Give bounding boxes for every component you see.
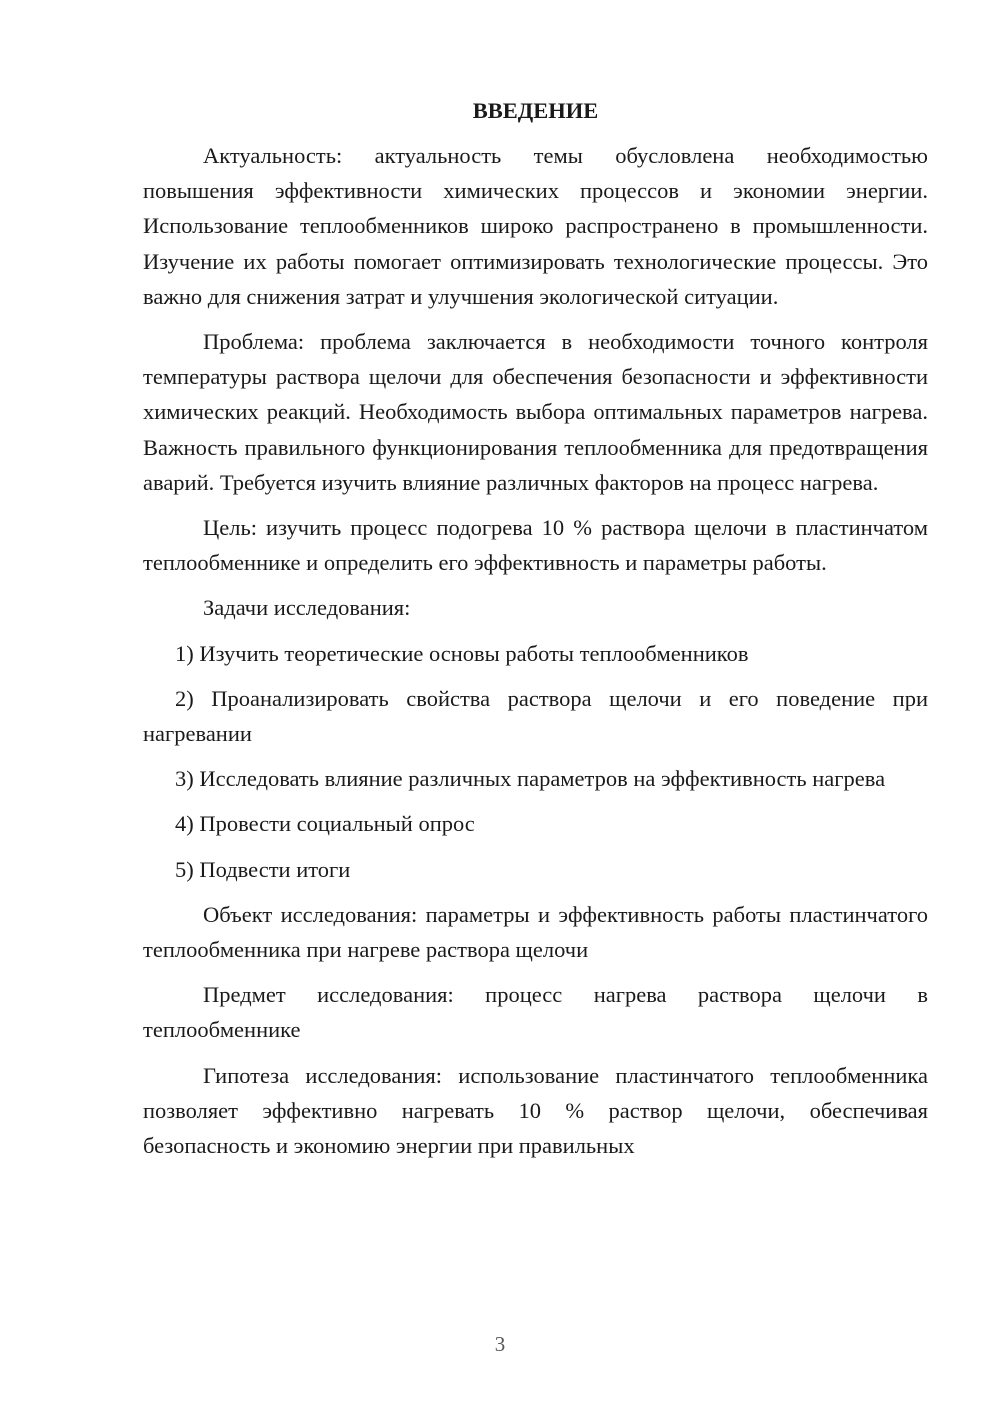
task-item-1: 1) Изучить теоретические основы работы теплообменников: [175, 640, 749, 666]
task-item-3: 3) Исследовать влияние различных параметров на эффективность нагрева: [175, 766, 886, 792]
hypothesis-paragraph: Гипотеза исследования: использование пластинчатого теплообменника позволяет эффективно нагревать 10 % раствор щелочи, обеспечивая безопасность и экономию энергии при правильных: [143, 1062, 928, 1159]
page-number: 3: [494, 1332, 506, 1356]
problem-paragraph: Проблема: проблема заключается в необходимости точного контроля температуры раствора щелочи для обеспечения безопасности и эффективности химических реакций. Необходимость выбора оптимальных параметров нагрева. Важность правильного функционирования теплообменника для предотвращения аварий. Требуется изучить влияние различных факторов на процесс нагрева.: [143, 329, 928, 495]
document-page: [143, 96, 928, 1173]
tasks-heading: Задачи исследования:: [203, 595, 411, 621]
subject-paragraph: Предмет исследования: процесс нагрева раствора щелочи в теплообменнике: [143, 982, 928, 1043]
page-title: ВВЕДЕНИЕ: [472, 98, 599, 123]
goal-paragraph: Цель: изучить процесс подогрева 10 % раствора щелочи в пластинчатом теплообменнике и определить его эффективность и параметры работы.: [143, 515, 928, 576]
task-item-2: 2) Проанализировать свойства раствора щелочи и его поведение при нагревании: [143, 685, 928, 747]
task-item-4: 4) Провести социальный опрос: [175, 811, 475, 837]
task-item-5: 5) Подвести итоги: [175, 856, 351, 882]
relevance-paragraph: Актуальность: актуальность темы обусловлена необходимостью повышения эффективности химических процессов и экономии энергии. Использование теплообменников широко распространено в промышленности. Изучение их работы помогает оптимизировать технологические процессы. Это важно для снижения затрат и улучшения экологической ситуации.: [143, 143, 928, 309]
object-paragraph: Объект исследования: параметры и эффективность работы пластинчатого теплообменника при нагреве раствора щелочи: [143, 901, 928, 963]
